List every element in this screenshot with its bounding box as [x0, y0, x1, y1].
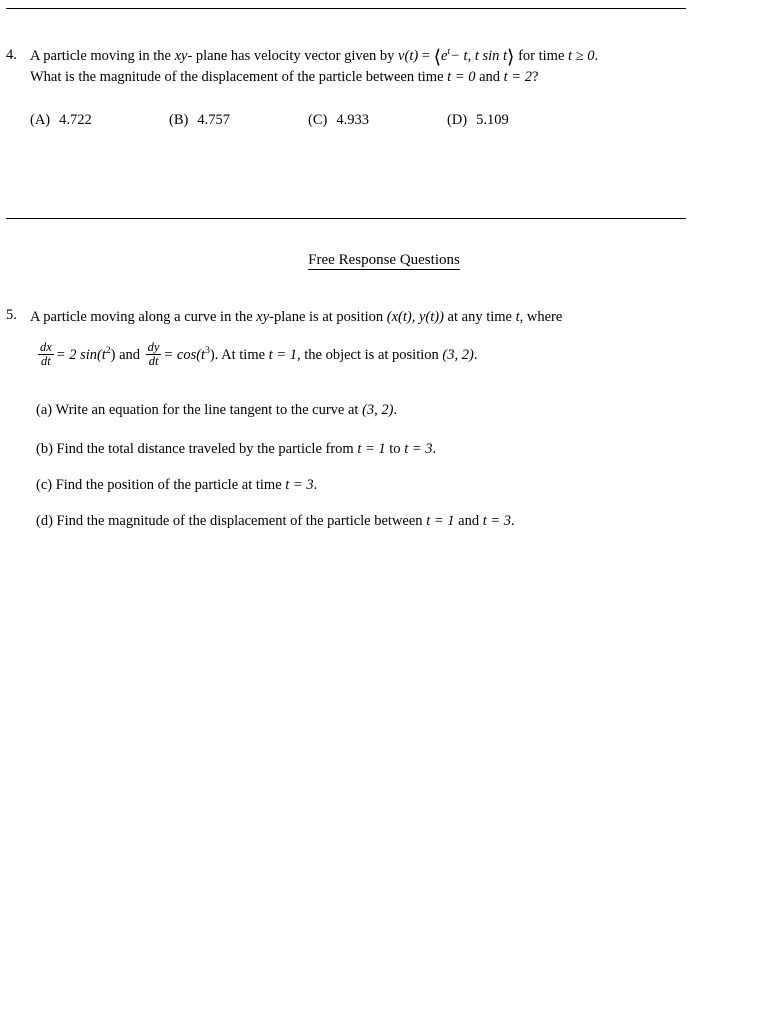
- q5-xy-plane: xy: [256, 309, 270, 325]
- question-5-part-d: [36, 513, 515, 530]
- q4-text-pre: A particle moving in the: [30, 48, 175, 64]
- q5-t-var: t: [515, 309, 520, 325]
- choice-b[interactable]: [169, 112, 230, 129]
- q5-t-eq-1: t = 1: [268, 346, 297, 363]
- q4-angle-right: ⟩: [507, 47, 515, 68]
- part-c-text-pre: Find the position of the particle at time: [55, 477, 286, 493]
- q4-text-mid: - plane has velocity vector given by: [187, 48, 399, 64]
- question-4: [6, 46, 706, 88]
- part-a-text-pre: Write an equation for the line tangent to the curve at: [55, 402, 363, 418]
- q4-velocity-expression: $v(t) = ⟨e^t- t$, t sin t⟩: [398, 47, 515, 68]
- question-4-body: [30, 46, 706, 88]
- part-b-label: (b): [36, 441, 53, 457]
- dy-dt-fraction: [146, 341, 162, 368]
- question-5-differential-equations: [36, 342, 477, 369]
- q4-time-condition: t ≥ 0: [568, 48, 595, 64]
- q4-comp1-exp: t: [447, 47, 451, 58]
- q4-comp1-base: e: [441, 48, 448, 64]
- q5-text-mid: -plane is at position: [269, 309, 387, 325]
- part-c-text-post: .: [313, 477, 318, 493]
- part-b-text-pre: Find the total distance traveled by the particle from: [56, 441, 358, 457]
- choice-a[interactable]: [30, 112, 92, 129]
- question-4-number: 4.: [6, 47, 17, 63]
- horizontal-rule-middle: [6, 218, 686, 219]
- q4-equals: =: [421, 48, 430, 64]
- horizontal-rule-top: [6, 8, 686, 9]
- part-d-label: (d): [36, 513, 53, 529]
- dx-close-paren: ): [110, 346, 116, 363]
- section-heading: [0, 252, 768, 269]
- dx-dt-fraction: [38, 341, 54, 368]
- choice-c-label: (C): [308, 112, 328, 128]
- q5-at-time: . At time: [214, 346, 269, 363]
- question-5-part-c: [36, 477, 317, 494]
- q5-text-end: , where: [519, 309, 563, 325]
- part-a-label: (a): [36, 402, 53, 418]
- q5-position: (x(t), y(t)): [386, 309, 444, 325]
- part-d-math-2: t = 3: [482, 513, 512, 529]
- dy-denominator: dt: [146, 354, 162, 368]
- q4-period: .: [594, 48, 599, 64]
- dy-numerator: dy: [147, 340, 160, 354]
- q4-xy-plane: xy: [174, 48, 188, 64]
- dy-exponent: 3: [205, 346, 210, 356]
- part-b-math-1: t = 1: [357, 441, 386, 457]
- dx-numerator: dx: [40, 340, 52, 354]
- q4-question-mark: ?: [531, 69, 539, 85]
- part-b-text-mid: to: [385, 441, 405, 457]
- q4-text-post: for time: [514, 48, 569, 64]
- question-5-body: [30, 306, 706, 328]
- q4-v-label: v: [398, 48, 405, 64]
- choice-d[interactable]: [447, 112, 509, 129]
- q5-point-32: (3, 2): [442, 346, 474, 363]
- dy-close-paren: ): [209, 346, 215, 363]
- q4-t0: t = 0: [447, 69, 476, 85]
- q4-angle-left: ⟨: [433, 47, 442, 68]
- question-5-part-b: [36, 441, 436, 458]
- question-4-line-2: [30, 67, 706, 88]
- question-5-part-a: [36, 402, 397, 419]
- question-5: [6, 306, 706, 529]
- q5-text-post: at any time: [443, 309, 516, 325]
- q5-object-at: , the object is at position: [297, 346, 443, 363]
- question-5-number: 5.: [6, 307, 17, 323]
- question-4-line-1: [30, 46, 706, 67]
- dx-denominator: dt: [38, 354, 54, 368]
- q4-line2-text: What is the magnitude of the displacement of the particle between time: [30, 69, 448, 85]
- q4-comp2: t sin t: [474, 48, 508, 64]
- choice-c[interactable]: [308, 112, 369, 129]
- dx-exponent: 2: [105, 346, 111, 356]
- section-heading-text: Free Response Questions: [308, 252, 460, 268]
- choice-a-label: (A): [30, 112, 51, 128]
- part-b-text-post: .: [432, 441, 437, 457]
- dy-rhs: = cos(t: [163, 346, 206, 363]
- choice-b-value: 4.757: [197, 112, 230, 128]
- q4-comp1-rest: − t: [450, 48, 468, 64]
- part-c-math-1: t = 3: [285, 477, 314, 493]
- part-c-label: (c): [36, 477, 53, 493]
- part-a-math-1: (3, 2): [362, 402, 394, 418]
- part-d-math-1: t = 1: [426, 513, 455, 529]
- part-d-text-pre: Find the magnitude of the displacement of the particle between: [56, 513, 427, 529]
- choice-b-label: (B): [169, 112, 189, 128]
- q4-v-arg: (t): [404, 48, 419, 64]
- part-b-math-2: t = 3: [404, 441, 433, 457]
- part-d-text-post: .: [511, 513, 515, 529]
- q5-text-pre: A particle moving along a curve in the: [30, 309, 257, 325]
- question-5-line-1: [30, 306, 706, 328]
- choice-a-value: 4.722: [59, 112, 92, 128]
- choice-d-value: 5.109: [476, 112, 509, 128]
- q4-t2: t = 2: [503, 69, 532, 85]
- q4-and: and: [475, 69, 504, 85]
- part-d-text-mid: and: [454, 513, 483, 529]
- q5-period: .: [473, 346, 478, 363]
- choice-d-label: (D): [447, 112, 468, 128]
- q5-and-word: and: [115, 346, 144, 363]
- choice-c-value: 4.933: [336, 112, 369, 128]
- dx-rhs: = 2 sin(t: [55, 346, 106, 363]
- part-a-text-post: .: [393, 402, 398, 418]
